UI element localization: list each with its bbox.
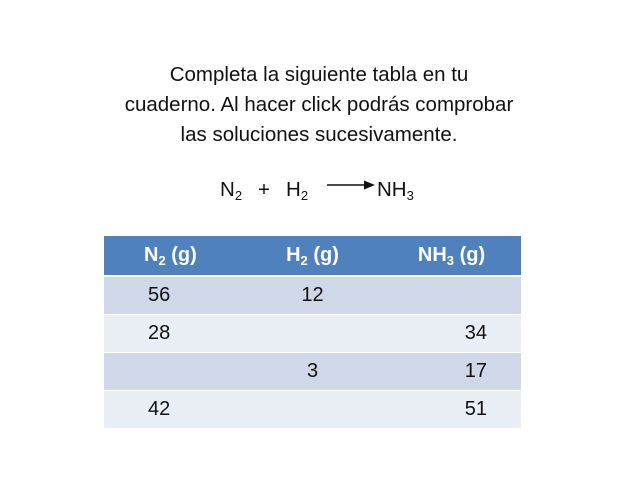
cell-h2 bbox=[243, 315, 382, 353]
instructions-line-2: cuaderno. Al hacer click podrás comprobar bbox=[124, 93, 514, 116]
cell-nh3: 17 bbox=[382, 353, 521, 391]
header-nh3: $NH_3$ (g) bbox=[382, 236, 521, 276]
plus-sign: + bbox=[258, 178, 270, 201]
cell-n2: 56 bbox=[104, 276, 243, 315]
cell-h2: 12 bbox=[243, 276, 382, 315]
header-h2: $H_2$ (g) bbox=[243, 236, 382, 276]
reaction-arrow-icon bbox=[327, 179, 375, 191]
reactant-n2: $N_2$ bbox=[220, 178, 243, 203]
cell-nh3 bbox=[382, 276, 521, 315]
cell-n2: 28 bbox=[104, 315, 243, 353]
table-row bbox=[104, 353, 521, 391]
instructions-line-1: Completa la siguiente tabla en tu bbox=[169, 63, 469, 86]
table-header-row bbox=[104, 236, 521, 276]
cell-n2 bbox=[104, 353, 243, 391]
header-n2: $N_2$ (g) bbox=[104, 236, 243, 276]
table-row bbox=[104, 276, 521, 315]
cell-h2 bbox=[243, 391, 382, 429]
instructions-text bbox=[90, 60, 548, 150]
reaction-equation bbox=[0, 178, 638, 208]
reactant-h2: $H_2$ bbox=[286, 178, 309, 203]
cell-h2: 3 bbox=[243, 353, 382, 391]
table-row bbox=[104, 391, 521, 429]
product-nh3: $NH_3$ bbox=[377, 178, 414, 203]
cell-nh3: 51 bbox=[382, 391, 521, 429]
instructions-line-3: las soluciones sucesivamente. bbox=[180, 123, 458, 146]
table-row bbox=[104, 315, 521, 353]
cell-nh3: 34 bbox=[382, 315, 521, 353]
mass-table bbox=[104, 236, 521, 428]
cell-n2: 42 bbox=[104, 391, 243, 429]
